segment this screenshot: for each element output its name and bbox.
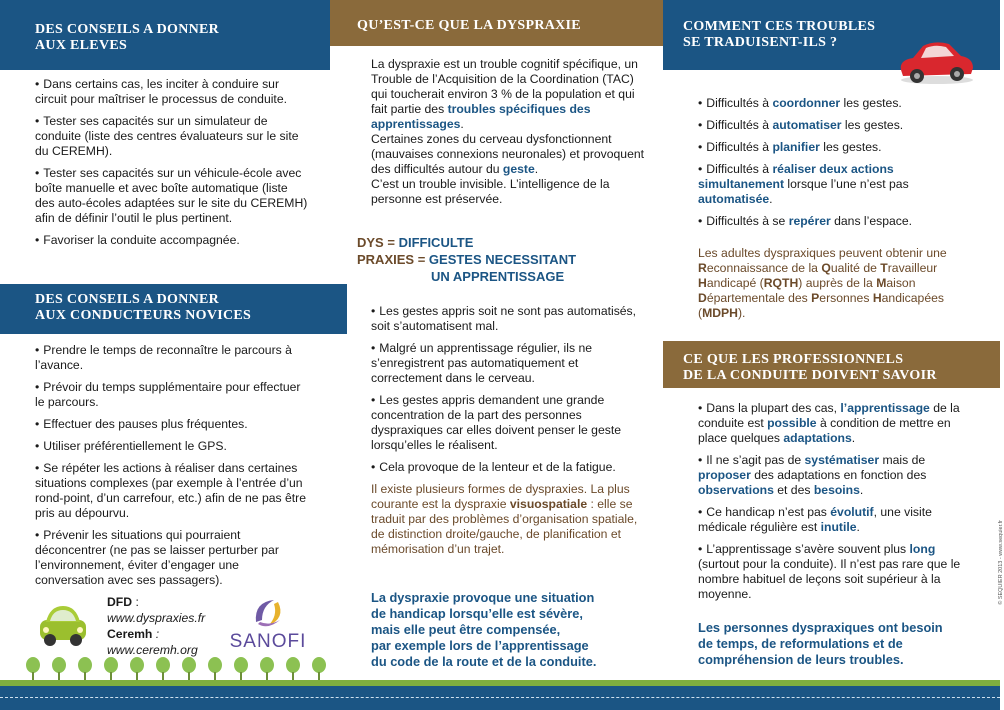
green-car-icon: [34, 602, 92, 650]
list-conseils-novices: [35, 343, 310, 595]
list-conseils-eleves: [35, 77, 310, 255]
sanofi-logo-text: SANOFI: [229, 631, 307, 652]
header-professionnels: CE QUE LES PROFESSIONNELS DE LA CONDUITE DOIVENT SAVOIR: [663, 341, 1000, 388]
list-item: • Les gestes appris demandent une grande concentration de la part des personnes dyspraxiques car elles doivent penser le geste lorsqu’elles le réalisent.: [371, 393, 646, 453]
sanofi-logo: [228, 596, 308, 656]
tree-icon: [312, 657, 326, 673]
tree-icon: [104, 657, 118, 673]
list-difficultes: [698, 96, 968, 236]
definition-block: DYS = DIFFICULTE PRAXIES = GESTES NECESSITANT UN APPRENTISSAGE: [357, 235, 577, 284]
list-professionnels: [698, 401, 973, 609]
list-item: • Prévoir du temps supplémentaire pour effectuer le parcours.: [35, 380, 310, 410]
list-item: • Utiliser préférentiellement le GPS.: [35, 439, 310, 454]
list-item: • Difficultés à réaliser deux actions simultanement lorsque l’une n’est pas automatisée.: [698, 162, 968, 207]
conclusion-dyspraxie: La dyspraxie provoque une situation de handicap lorsqu’elle est sévère, mais elle peut être compensée, par exemple lors de l’apprentissage du code de la route et de la conduite.: [371, 590, 597, 669]
copyright-credit: © SEQUIER 2013 - www.sequier.fr: [998, 520, 1004, 605]
intro-paragraph: La dyspraxie est un trouble cognitif spécifique, un Trouble de l’Acquisition de la Coordination (TAC) qui toucherait environ 3 % de la population et qui fait partie des troubles spécifiques des apprentissages. Certaines zones du cerveau dysfonctionnent (mauvaises connexions neuronales) et provoquent des difficultés autour du geste. C’est un trouble invisible. L’intelligence de la personne est préservée.: [371, 57, 645, 206]
tree-icon: [78, 657, 92, 673]
list-item: • Favoriser la conduite accompagnée.: [35, 233, 310, 248]
tree-icon: [182, 657, 196, 673]
tree-icon: [130, 657, 144, 673]
rqth-paragraph: Les adultes dyspraxiques peuvent obtenir une Reconnaissance de la Qualité de Travailleur Handicapé (RQTH) auprès de la Maison Départementale des Personnes Handicapées (MDPH).: [698, 246, 947, 320]
list-item: • Effectuer des pauses plus fréquentes.: [35, 417, 310, 432]
list-item: • Se répéter les actions à réaliser dans certaines situations complexes (par exemple à l’entrée d’un rond-point, d’un carrefour, etc.) afin de ne pas être pris au dépourvu.: [35, 461, 310, 521]
dfd-label: DFD: [107, 595, 133, 609]
list-item: • Difficultés à se repérer dans l’espace.: [698, 214, 968, 229]
red-car-icon: [895, 36, 977, 86]
list-item: • Tester ses capacités sur un simulateur de conduite (liste des centres évaluateurs sur le site du CEREMH).: [35, 114, 310, 159]
list-item: • Les gestes appris soit ne sont pas automatisés, soit s’automatisent mal.: [371, 304, 646, 334]
tree-icon: [52, 657, 66, 673]
tree-icon: [156, 657, 170, 673]
tree-icon: [208, 657, 222, 673]
tree-icon: [234, 657, 248, 673]
road-band: [0, 686, 1000, 710]
column-left: [0, 0, 330, 710]
ceremh-label: Ceremh: [107, 627, 153, 641]
list-item: • Dans certains cas, les inciter à conduire sur circuit pour maîtriser le processus de conduite.: [35, 77, 310, 107]
list-item: • Dans la plupart des cas, l’apprentissage de la conduite est possible à condition de mettre en place quelques adaptations.: [698, 401, 973, 446]
list-item: • Difficultés à planifier les gestes.: [698, 140, 968, 155]
list-item: • Ce handicap n’est pas évolutif, une visite médicale régulière est inutile.: [698, 505, 973, 535]
header-qu-est-ce-que-la-dyspraxie: QU’EST-CE QUE LA DYSPRAXIE: [330, 0, 663, 46]
links-block: DFD : www.dyspraxies.fr Ceremh : www.ceremh.org: [107, 595, 206, 657]
list-item: • Malgré un apprentissage régulier, ils ne s’enregistrent pas automatiquement et correctement dans le cerveau.: [371, 341, 646, 386]
list-item: • Difficultés à automatiser les gestes.: [698, 118, 968, 133]
dfd-link[interactable]: www.dyspraxies.fr: [107, 611, 206, 625]
list-item: • Cela provoque de la lenteur et de la fatigue.: [371, 460, 646, 475]
column-right: [663, 0, 1004, 710]
list-item: • Prendre le temps de reconnaître le parcours à l’avance.: [35, 343, 310, 373]
list-item: • Tester ses capacités sur un véhicule-école avec boîte manuelle et avec boîte automatique (liste des auto-écoles adaptées sur le site du CEREMH) afin de définir l’outil le plus pertinent.: [35, 166, 310, 226]
tree-icon: [286, 657, 300, 673]
tree-icon: [26, 657, 40, 673]
conclusion-professionnels: Les personnes dyspraxiques ont besoin de temps, de reformulations et de compréhension de leurs troubles.: [698, 620, 943, 667]
list-item: • Prévenir les situations qui pourraient déconcentrer (ne pas se laisser perturber par l’environnement, éviter d’engager une conversation avec ses passagers).: [35, 528, 310, 588]
ceremh-link[interactable]: www.ceremh.org: [107, 643, 198, 657]
tree-icon: [260, 657, 274, 673]
list-item: • L’apprentissage s’avère souvent plus long (surtout pour la conduite). Il n’est pas rare que le nombre habituel de leçons soit supérieur à la moyenne.: [698, 542, 973, 602]
sanofi-logo-mark-icon: [248, 596, 288, 630]
list-item: • Difficultés à coordonner les gestes.: [698, 96, 968, 111]
road-dashed-line: [0, 697, 1000, 698]
list-gestes: [371, 304, 646, 482]
forms-paragraph: Il existe plusieurs formes de dyspraxies. La plus courante est la dyspraxie visuospatiale : elle se traduit par des problèmes d’organisation spatiale, de distinction droite/gauche, de planification et mémorisation d’un trajet.: [371, 482, 638, 556]
header-conseils-novices: DES CONSEILS A DONNER AUX CONDUCTEURS NOVICES: [0, 284, 347, 334]
header-comment-ces-troubles: COMMENT CES TROUBLES SE TRADUISENT-ILS ?: [663, 0, 1000, 70]
header-conseils-eleves: DES CONSEILS A DONNER AUX ELEVES: [0, 0, 330, 70]
list-item: • Il ne s’agit pas de systématiser mais de proposer des adaptations en fonction des observations et des besoins.: [698, 453, 973, 498]
column-middle: [330, 0, 663, 710]
